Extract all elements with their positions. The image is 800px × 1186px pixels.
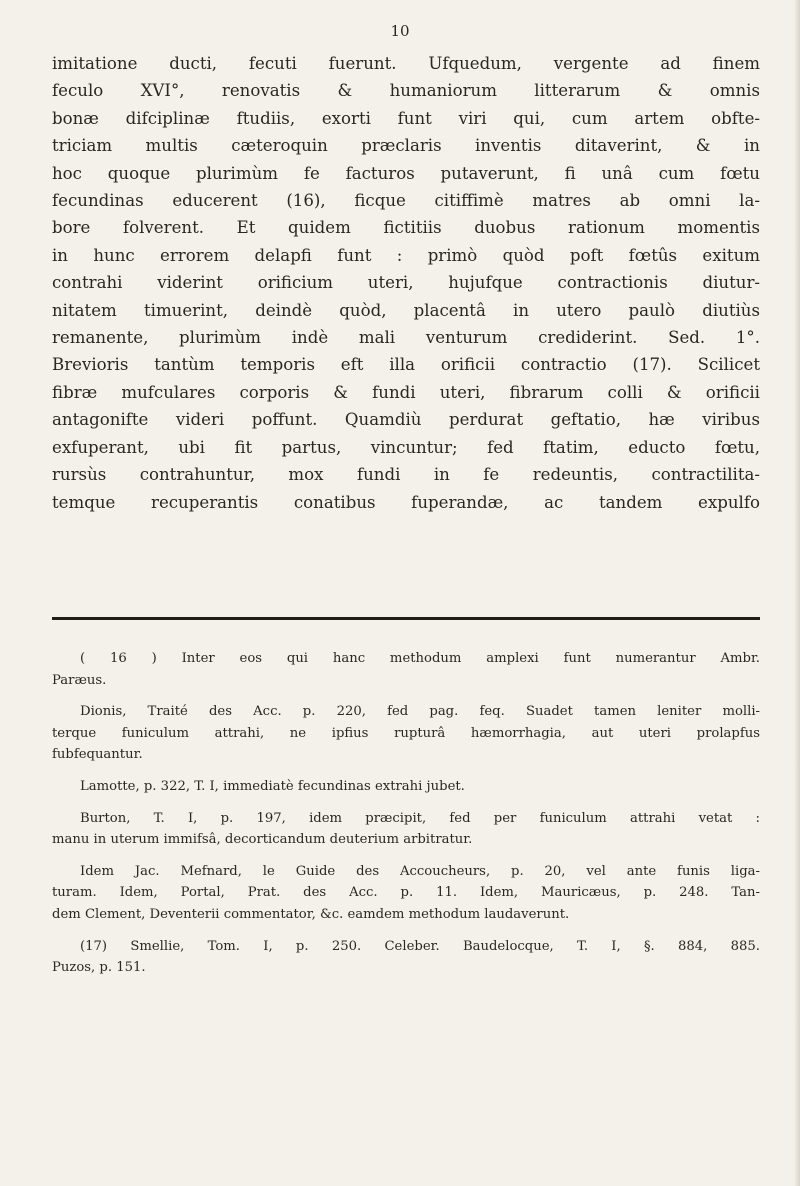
body-line: exfuperant, ubi fit partus, vincuntur; fed ftatim, educto fœtu, — [52, 437, 760, 457]
body-line: nitatem timuerint, deindè quòd, placentâ in utero paulò diutiùs — [52, 300, 760, 320]
footnote-line: Paræus. — [52, 672, 107, 688]
footnote-line: terque funiculum attrahi, ne ipfius rupturâ hæmorrhagia, aut uteri prolapfus — [52, 725, 760, 741]
body-line: bore folverent. Et quidem fictitiis duobus rationum momentis — [52, 218, 760, 238]
footnotes — [52, 648, 760, 989]
footnote-line: Puzos, p. 151. — [52, 960, 146, 976]
footnote-dionis — [52, 701, 760, 766]
footnote-17 — [52, 936, 760, 979]
footnote-16 — [52, 648, 760, 691]
footnote-line: Burton, T. I, p. 197, idem præcipit, fed per funiculum attrahi vetat : — [80, 810, 760, 826]
footnote-line: Idem Jac. Mefnard, le Guide des Accoucheurs, p. 20, vel ante funis liga- — [80, 863, 760, 879]
footnote-line: (17) Smellie, Tom. I, p. 250. Celeber. Baudelocque, T. I, §. 884, 885. — [80, 938, 760, 954]
body-line: antagonifte videri poffunt. Quamdiù perdurat geftatio, hæ viribus — [52, 410, 760, 430]
body-line: fibræ mufculares corporis & fundi uteri, fibrarum colli & orificii — [52, 382, 760, 402]
footnote-mesnard — [52, 861, 760, 926]
body-line: triciam multis cæteroquin præclaris inventis ditaverint, & in — [52, 136, 760, 156]
main-text — [52, 50, 760, 516]
body-line: imitatione ducti, fecuti fuerunt. Ufquedum, vergente ad finem — [52, 54, 760, 73]
body-line: bonæ difciplinæ ftudiis, exorti funt viri qui, cum artem obfte- — [52, 108, 760, 128]
page-number: 10 — [390, 22, 410, 40]
footnote-lamotte — [52, 776, 760, 798]
page-edge-shadow — [794, 0, 800, 1186]
body-line: in hunc errorem delapfi funt : primò quòd poft fœtûs exitum — [52, 245, 760, 265]
footnote-line: turam. Idem, Portal, Prat. des Acc. p. 11. Idem, Mauricæus, p. 248. Tan- — [52, 885, 760, 901]
footnote-separator-rule — [52, 617, 760, 620]
footnote-line: dem Clement, Deventerii commentator, &c. eamdem methodum laudaverunt. — [52, 906, 570, 922]
body-line: Brevioris tantùm temporis eft illa orificii contractio (17). Scilicet — [52, 355, 760, 375]
body-line: rursùs contrahuntur, mox fundi in fe redeuntis, contractilita- — [52, 465, 760, 485]
body-line: remanente, plurimùm indè mali venturum crediderint. Sed. 1°. — [52, 328, 760, 348]
body-line: feculo XVI°, renovatis & humaniorum litterarum & omnis — [52, 81, 760, 101]
footnote-line: ( 16 ) Inter eos qui hanc methodum amplexi funt numerantur Ambr. — [80, 651, 760, 666]
body-line: fecundinas educerent (16), ficque citiffimè matres ab omni la- — [52, 191, 760, 211]
body-line: contrahi viderint orificium uteri, hujufque contractionis diutur- — [52, 273, 760, 293]
footnote-line: Dionis, Traité des Acc. p. 220, fed pag. feq. Suadet tamen leniter molli- — [80, 704, 760, 720]
body-line: hoc quoque plurimùm fe facturos putaverunt, fi unâ cum fœtu — [52, 163, 760, 183]
body-line: temque recuperantis conatibus fuperandæ, ac tandem expulfo — [52, 492, 760, 512]
footnote-burton — [52, 808, 760, 851]
footnote-line: manu in uterum immifsâ, decorticandum deuterium arbitratur. — [52, 832, 473, 848]
footnote-line: fubfequantur. — [52, 747, 143, 763]
footnote-line: Lamotte, p. 322, T. I, immediatè fecundinas extrahi jubet. — [80, 778, 465, 794]
